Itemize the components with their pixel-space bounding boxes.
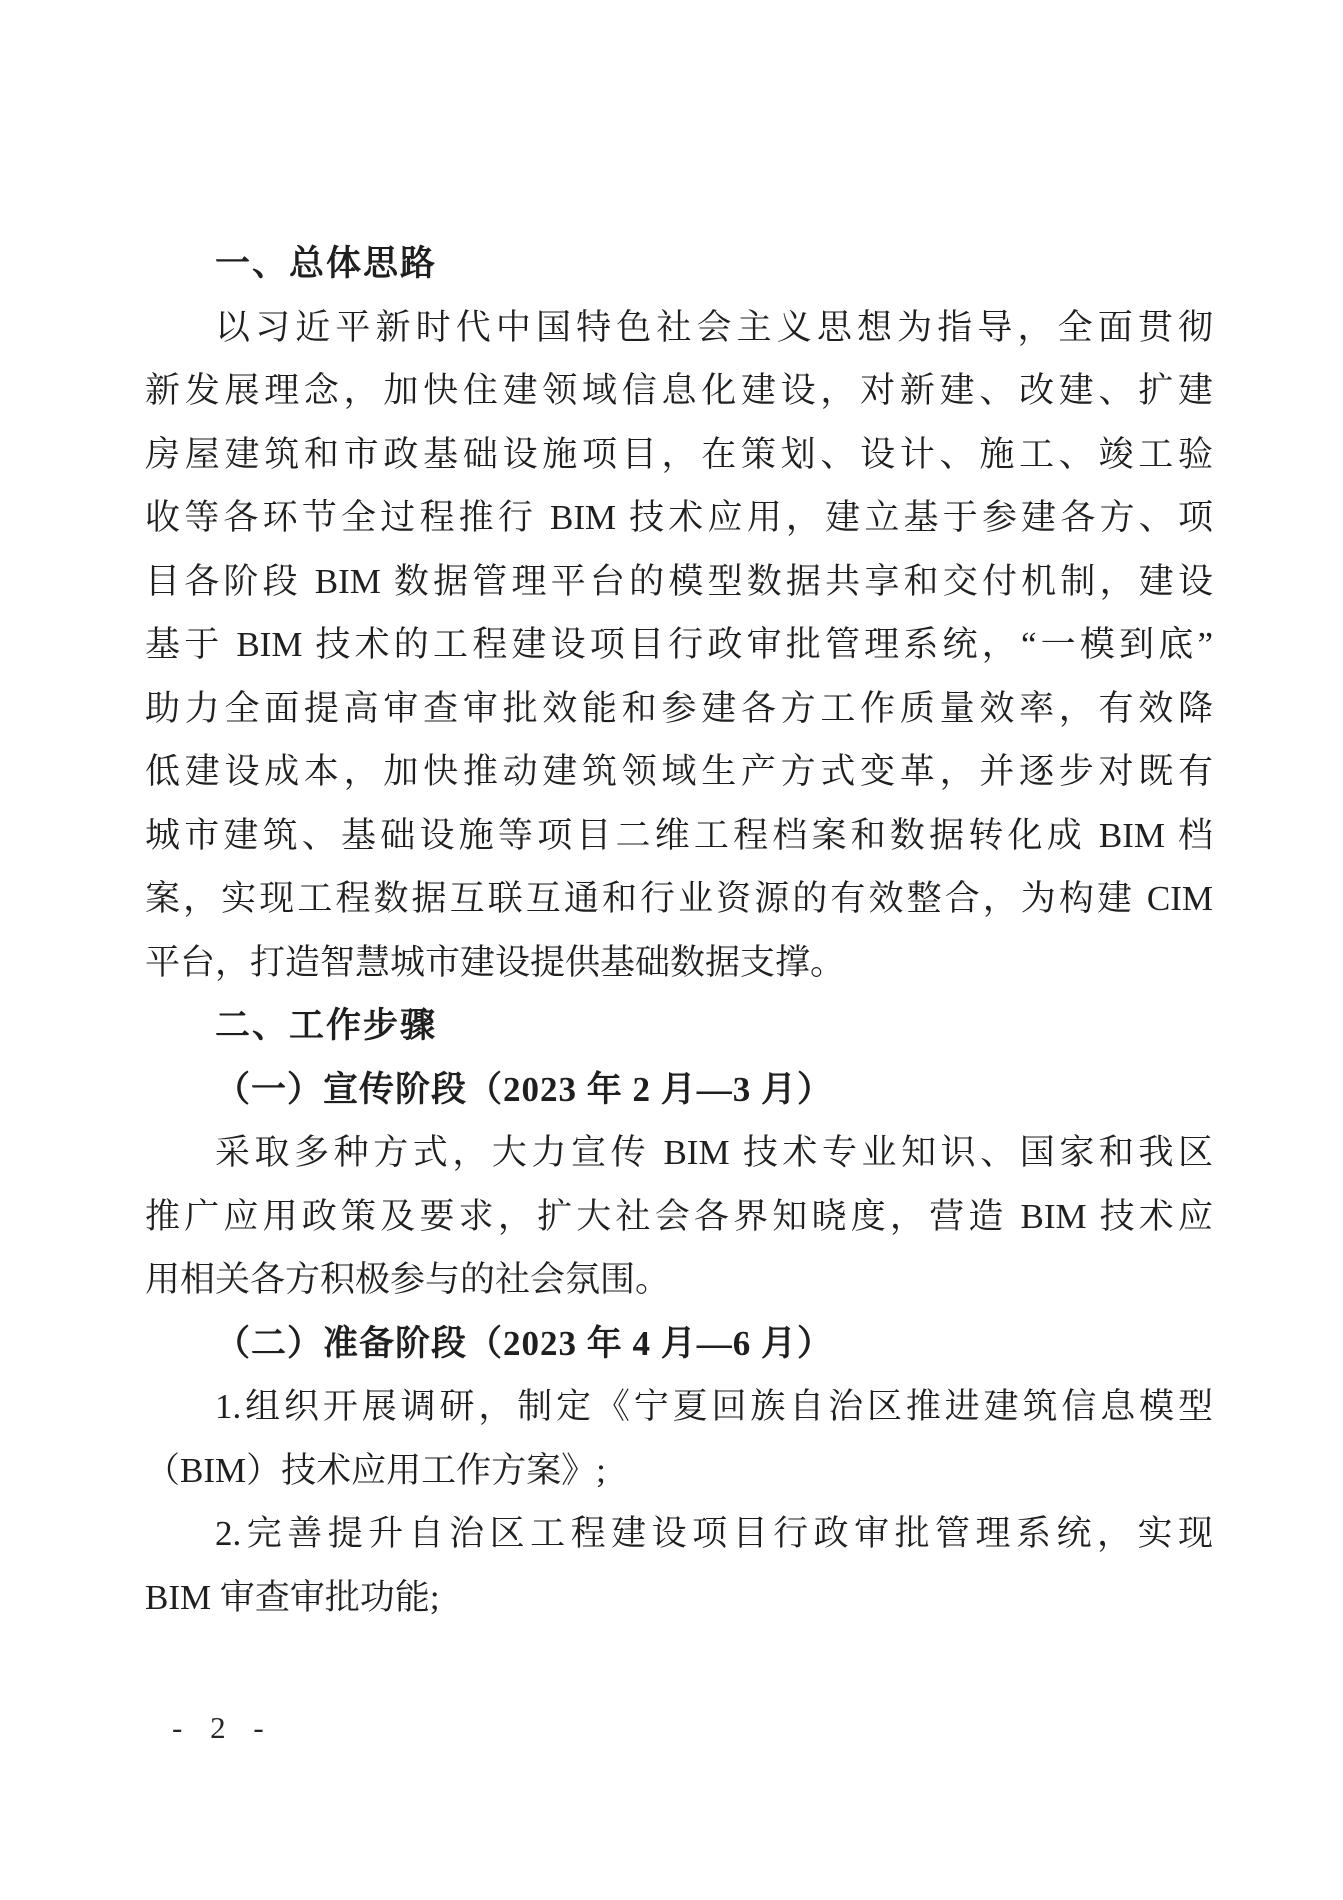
para-stage2-item2-line: BIM 审查审批功能; [145, 1577, 440, 1617]
para-overall-line: 房屋建筑和市政基础设施项目，在策划、设计、施工、竣工验 [145, 434, 1213, 474]
para-overall-line: 城市建筑、基础设施等项目二维工程档案和数据转化成 BIM 档 [145, 815, 1213, 855]
para-overall-line: 案，实现工程数据互联互通和行业资源的有效整合，为构建 CIM [145, 879, 1213, 918]
heading-work-steps: 二、工作步骤 [215, 1006, 438, 1045]
para-stage1-line: 采取多种方式，大力宣传 BIM 技术专业知识、国家和我区 [215, 1133, 1213, 1172]
page-number: - 2 - [172, 1710, 271, 1745]
document-body [145, 232, 1213, 1629]
para-stage2-item1-line: 1.组织开展调研，制定《宁夏回族自治区推进建筑信息模型 [215, 1387, 1213, 1426]
para-stage2-item1-line: （BIM）技术应用工作方案》; [145, 1450, 606, 1490]
para-overall-line: 收等各环节全过程推行 BIM 技术应用，建立基于参建各方、项 [145, 498, 1213, 537]
heading-stage2-preparation: （二）准备阶段（2023 年 4 月—6 月） [215, 1323, 834, 1363]
para-stage2-item2-line: 2.完善提升自治区工程建设项目行政审批管理系统，实现 [215, 1514, 1213, 1553]
heading-overall-approach: 一、总体思路 [215, 244, 438, 283]
para-overall-line: 低建设成本，加快推动建筑领域生产方式变革，并逐步对既有 [145, 752, 1213, 791]
para-overall-line: 平台，打造智慧城市建设提供基础数据支撑。 [145, 942, 846, 982]
para-stage1-line: 推广应用政策及要求，扩大社会各界知晓度，营造 BIM 技术应 [145, 1196, 1213, 1236]
para-overall-line: 新发展理念，加快住建领域信息化建设，对新建、改建、扩建 [145, 371, 1213, 410]
para-overall-line: 以习近平新时代中国特色社会主义思想为指导，全面贯彻 [215, 307, 1213, 347]
heading-stage1-publicity: （一）宣传阶段（2023 年 2 月—3 月） [215, 1069, 834, 1109]
para-overall-line: 目各阶段 BIM 数据管理平台的模型数据共享和交付机制，建设 [145, 561, 1213, 601]
para-overall-line: 基于 BIM 技术的工程建设项目行政审批管理系统，“一模到底” [145, 625, 1213, 664]
para-stage1-line: 用相关各方积极参与的社会氛围。 [145, 1260, 671, 1299]
para-overall-line: 助力全面提高审查审批效能和参建各方工作质量效率，有效降 [145, 688, 1213, 728]
